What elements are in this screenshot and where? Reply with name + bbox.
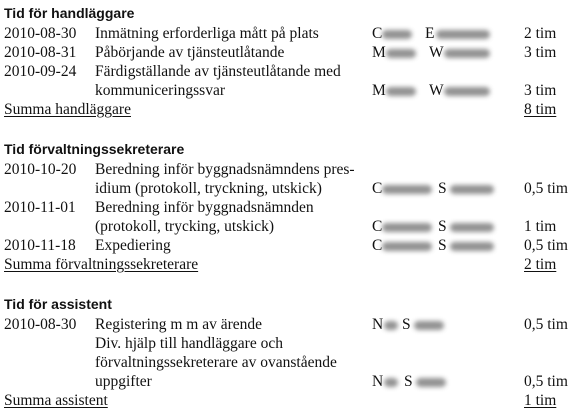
redaction-blur — [416, 378, 446, 387]
section-heading-handlaggare: Tid för handläggare — [4, 5, 135, 21]
section-heading-assistent: Tid för assistent — [4, 296, 112, 312]
person-initial-first: N — [372, 373, 384, 390]
entry-row-continuation — [0, 81, 587, 100]
entry-row — [0, 236, 587, 255]
summary-time: 1 tim — [524, 392, 557, 409]
person-initial-last: S — [438, 180, 447, 197]
entry-time: 1 tim — [524, 218, 557, 235]
person-initial-first: C — [372, 218, 383, 235]
redaction-blur — [382, 30, 412, 39]
entry-date: 2010-08-30 — [4, 25, 77, 42]
entry-description: Färdigställande av tjänsteutlåtande med — [95, 63, 341, 80]
entry-description: Beredning inför byggnadsnämndens pres- — [95, 161, 355, 178]
summary-label: Summa handläggare — [4, 101, 131, 118]
entry-date: 2010-08-30 — [4, 316, 77, 333]
person-initial-last: W — [429, 82, 444, 99]
person-initial-first: M — [372, 44, 386, 61]
redaction-blur — [450, 223, 494, 232]
entry-row-continuation — [0, 353, 587, 372]
person-initial-last: W — [429, 44, 444, 61]
summary-row — [0, 100, 587, 119]
entry-time: 0,5 tim — [524, 237, 568, 254]
entry-date: 2010-10-20 — [4, 161, 77, 178]
section-heading-forvaltningssekreterare: Tid förvaltningssekreterare — [4, 141, 185, 157]
summary-time: 8 tim — [524, 101, 557, 118]
summary-row — [0, 255, 587, 274]
redaction-blur — [386, 49, 416, 58]
entry-time: 0,5 tim — [524, 180, 568, 197]
entry-row — [0, 315, 587, 334]
summary-row — [0, 391, 587, 410]
entry-description: Inmätning erforderliga mått på plats — [95, 25, 319, 42]
person-initial-last: S — [404, 373, 413, 390]
redaction-blur — [444, 87, 490, 96]
entry-description: idium (protokoll, tryckning, utskick) — [95, 180, 322, 197]
summary-label: Summa assistent — [4, 392, 108, 409]
entry-description: (protokoll, trycking, utskick) — [95, 218, 275, 235]
entry-description: Registering m m av ärende — [95, 316, 263, 333]
entry-row-continuation — [0, 372, 587, 391]
entry-row — [0, 160, 587, 179]
redaction-blur — [436, 30, 490, 39]
entry-description: Påbörjande av tjänsteutlåtande — [95, 44, 285, 61]
entry-row-continuation — [0, 179, 587, 198]
entry-description: förvaltningssekreterare av ovanstående — [95, 354, 337, 371]
entry-date: 2010-11-18 — [4, 237, 76, 254]
person-initial-first: M — [372, 82, 386, 99]
summary-label: Summa förvaltningssekreterare — [4, 256, 199, 273]
entry-row — [0, 43, 587, 62]
redaction-blur — [382, 242, 432, 251]
entry-row — [0, 62, 587, 81]
person-initial-last: E — [425, 25, 435, 42]
entry-row-continuation — [0, 217, 587, 236]
person-initial-first: C — [372, 180, 383, 197]
entry-description: Expediering — [95, 237, 171, 254]
entry-date: 2010-11-01 — [4, 199, 76, 216]
summary-time: 2 tim — [524, 256, 557, 273]
entry-description: kommuniceringssvar — [95, 82, 226, 99]
entry-description: uppgifter — [95, 373, 152, 390]
redaction-blur — [414, 321, 444, 330]
redaction-blur — [384, 378, 398, 387]
entry-description: Div. hjälp till handläggare och — [95, 335, 283, 352]
redaction-blur — [382, 223, 432, 232]
person-initial-last: S — [438, 218, 447, 235]
entry-description: Beredning inför byggnadsnämnden — [95, 199, 314, 216]
person-initial-first: C — [372, 237, 383, 254]
entry-time: 3 tim — [524, 44, 557, 61]
person-initial-first: C — [372, 25, 383, 42]
redaction-blur — [382, 185, 432, 194]
redaction-blur — [450, 185, 494, 194]
entry-date: 2010-08-31 — [4, 44, 77, 61]
redaction-blur — [444, 49, 490, 58]
redaction-blur — [450, 242, 494, 251]
entry-time: 3 tim — [524, 82, 557, 99]
person-initial-last: S — [402, 316, 411, 333]
redaction-blur — [384, 321, 398, 330]
entry-row — [0, 334, 587, 353]
entry-time: 0,5 tim — [524, 316, 568, 333]
entry-date: 2010-09-24 — [4, 63, 77, 80]
entry-row — [0, 198, 587, 217]
entry-time: 0,5 tim — [524, 373, 568, 390]
entry-time: 2 tim — [524, 25, 557, 42]
person-initial-first: N — [372, 316, 384, 333]
person-initial-last: S — [438, 237, 447, 254]
redaction-blur — [386, 87, 416, 96]
entry-row — [0, 24, 587, 43]
